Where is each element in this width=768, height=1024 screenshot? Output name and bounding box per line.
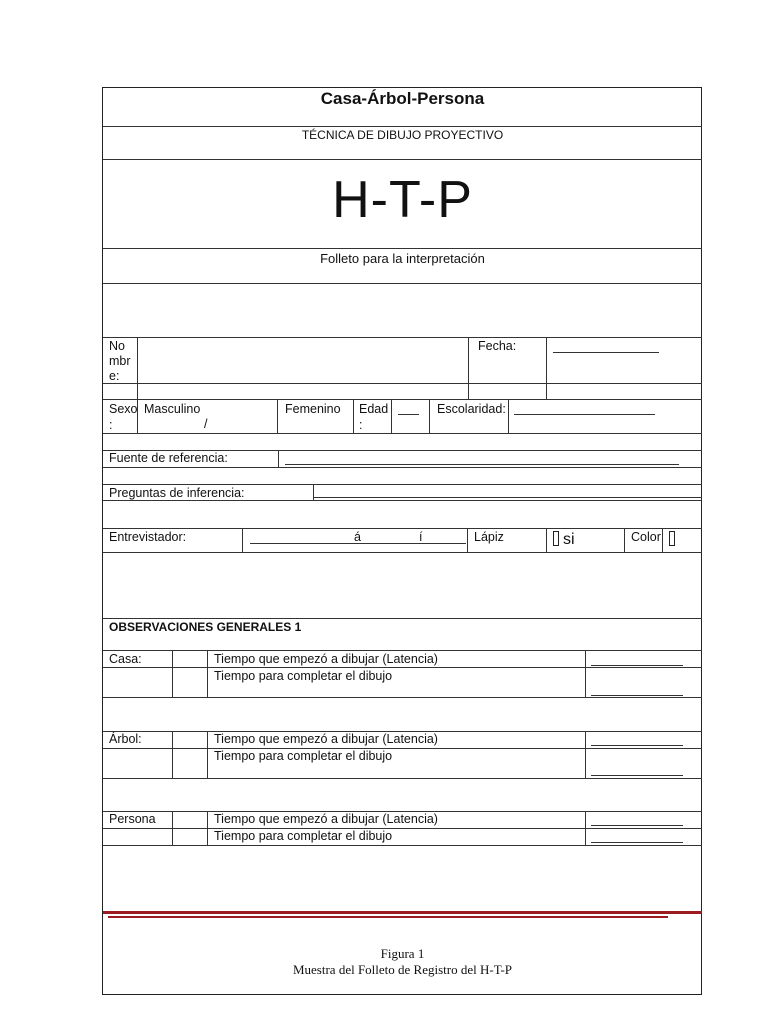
sex-slash: /: [204, 417, 208, 431]
row-divider: [103, 383, 702, 384]
row-divider: [103, 126, 702, 127]
col-divider: [207, 731, 208, 778]
row-divider: [103, 778, 702, 779]
tree-complete-field[interactable]: [591, 775, 683, 776]
row-divider: [103, 748, 702, 749]
col-divider: [391, 399, 392, 433]
row-divider: [103, 248, 702, 249]
row-divider: [103, 650, 702, 651]
col-divider: [207, 650, 208, 697]
row-divider: [103, 618, 702, 619]
tree-label: Árbol:: [109, 732, 142, 746]
pencil-check-value: si: [563, 531, 575, 548]
form-title: Casa-Árbol-Persona: [320, 89, 485, 108]
row-divider: [103, 667, 702, 668]
interviewer-glyph-i: í: [419, 530, 423, 544]
female-label: Femenino: [285, 402, 341, 416]
pencil-checkbox[interactable]: [553, 531, 559, 546]
color-checkbox[interactable]: [669, 531, 675, 546]
sex-label-line2: :: [109, 418, 113, 432]
col-divider: [585, 811, 586, 845]
name-label-line3: e:: [109, 369, 120, 383]
tree-latency-label: Tiempo que empezó a dibujar (Latencia): [214, 732, 438, 746]
col-divider: [585, 650, 586, 697]
person-label: Persona: [109, 812, 156, 826]
house-complete-label: Tiempo para completar el dibujo: [214, 669, 393, 683]
date-label: Fecha:: [478, 339, 517, 353]
schooling-field[interactable]: [514, 414, 655, 415]
red-divider-thick: [103, 911, 702, 914]
col-divider: [546, 337, 547, 399]
name-label-line1: No: [109, 339, 125, 353]
row-divider: [103, 467, 702, 468]
red-divider-thin: [108, 916, 668, 918]
person-complete-field[interactable]: [591, 842, 683, 843]
row-divider: [103, 528, 702, 529]
row-divider: [103, 433, 702, 434]
age-field[interactable]: [398, 414, 419, 415]
sex-label-line1: Sexo: [109, 402, 138, 416]
col-divider: [172, 650, 173, 697]
col-divider: [467, 528, 468, 552]
house-latency-field[interactable]: [591, 665, 683, 666]
interviewer-label: Entrevistador:: [109, 530, 187, 544]
person-latency-field[interactable]: [591, 825, 683, 826]
name-label-line2: mbr: [109, 354, 131, 368]
source-field[interactable]: [285, 464, 679, 465]
name-field[interactable]: [138, 338, 468, 383]
figure-number: Figura 1: [380, 946, 425, 961]
schooling-label: Escolaridad:: [437, 402, 506, 416]
source-label: Fuente de referencia:: [109, 451, 228, 465]
row-divider: [103, 484, 702, 485]
form-subtitle: TÉCNICA DE DIBUJO PROYECTIVO: [301, 128, 504, 142]
tree-complete-label: Tiempo para completar el dibujo: [214, 749, 393, 763]
observations-heading: OBSERVACIONES GENERALES 1: [109, 620, 302, 634]
house-latency-label: Tiempo que empezó a dibujar (Latencia): [214, 652, 438, 666]
col-divider: [468, 337, 469, 399]
house-complete-field[interactable]: [591, 695, 683, 696]
figure-caption: Muestra del Folleto de Registro del H-T-P: [292, 962, 513, 977]
row-divider: [103, 697, 702, 698]
age-label-line2: :: [359, 418, 363, 432]
booklet-label: Folleto para la interpretación: [320, 251, 485, 266]
col-divider: [508, 399, 509, 433]
age-label-line1: Edad: [359, 402, 389, 416]
row-divider: [103, 283, 702, 284]
row-divider: [103, 159, 702, 160]
col-divider: [624, 528, 625, 552]
tree-latency-field[interactable]: [591, 745, 683, 746]
row-divider: [103, 828, 702, 829]
col-divider: [172, 731, 173, 778]
col-divider: [172, 811, 173, 845]
col-divider: [277, 399, 278, 433]
male-label: Masculino: [144, 402, 201, 416]
col-divider: [429, 399, 430, 433]
col-divider: [546, 528, 547, 552]
person-latency-label: Tiempo que empezó a dibujar (Latencia): [214, 812, 438, 826]
inference-field[interactable]: [314, 497, 702, 498]
color-label: Color: [631, 530, 661, 544]
row-divider: [103, 399, 702, 400]
date-field[interactable]: [553, 352, 659, 353]
col-divider: [585, 731, 586, 778]
pencil-label: Lápiz: [474, 530, 504, 544]
col-divider: [207, 811, 208, 845]
row-divider: [103, 552, 702, 553]
htp-acronym: H-T-P: [332, 171, 473, 229]
row-divider: [103, 845, 702, 846]
col-divider: [242, 528, 243, 552]
col-divider: [353, 399, 354, 433]
inference-label: Preguntas de inferencia:: [109, 486, 245, 500]
col-divider: [662, 528, 663, 552]
house-label: Casa:: [109, 652, 142, 666]
col-divider: [278, 450, 279, 467]
person-complete-label: Tiempo para completar el dibujo: [214, 829, 393, 843]
interviewer-glyph-a: á: [354, 530, 361, 544]
